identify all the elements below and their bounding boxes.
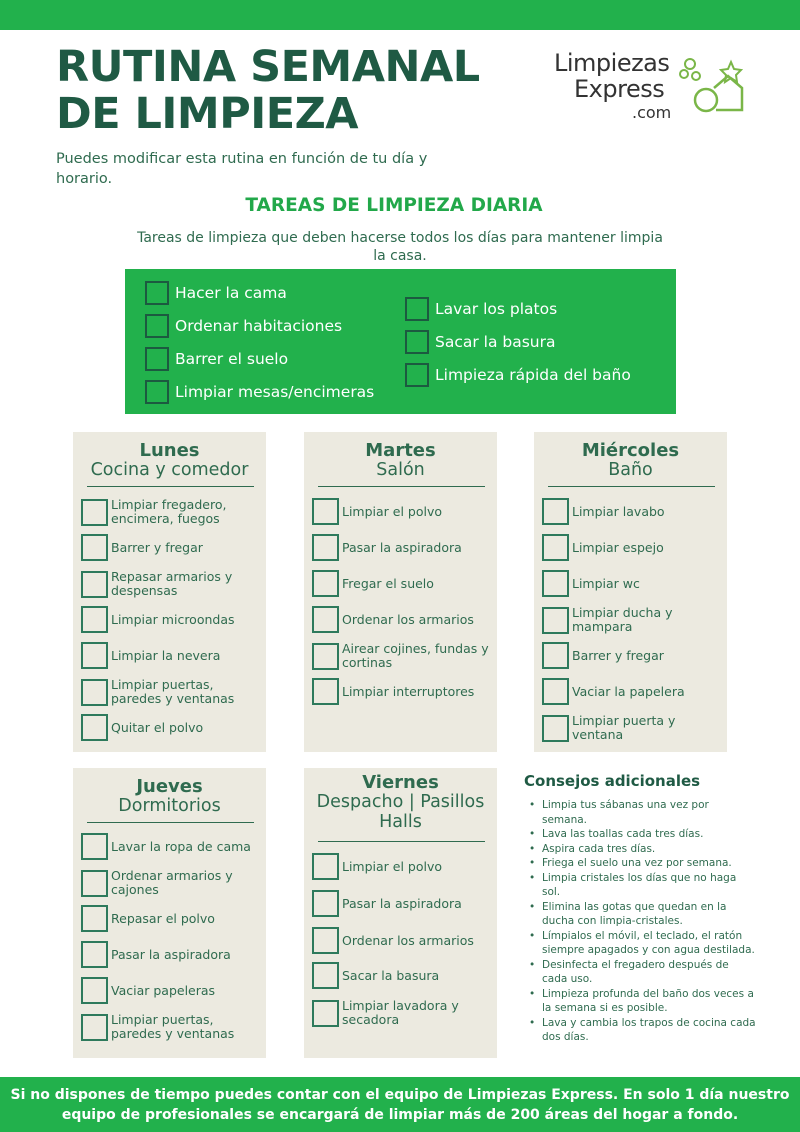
checkbox[interactable]	[81, 870, 108, 897]
task-label: Repasar armarios y despensas	[111, 569, 233, 598]
task-label: Barrer y fregar	[111, 539, 203, 555]
task-item[interactable]	[542, 642, 721, 669]
task-item[interactable]	[81, 977, 260, 1004]
task-label: Ordenar los armarios	[342, 611, 474, 627]
checkbox[interactable]	[81, 714, 108, 741]
daily-task-label: Limpieza rápida del baño	[435, 366, 631, 384]
daily-task[interactable]	[405, 296, 557, 322]
task-label: Limpiar microondas	[111, 611, 235, 627]
tip-item: • Lava las toallas cada tres días.	[542, 827, 757, 842]
tip-item: • Friega el suelo una vez por semana.	[542, 856, 757, 871]
task-label: Repasar el polvo	[111, 910, 215, 926]
checkbox[interactable]	[312, 890, 339, 917]
tip-item: • Limpieza profunda del baño dos veces a la semana si es posible.	[542, 987, 757, 1016]
task-label: Limpiar el polvo	[342, 858, 443, 874]
day-name: Viernes	[362, 772, 439, 793]
checkbox[interactable]	[81, 977, 108, 1004]
task-item[interactable]	[312, 853, 491, 880]
logo-text-line3: .com	[632, 103, 672, 122]
daily-task-label: Hacer la cama	[175, 284, 287, 302]
task-item[interactable]	[81, 1013, 260, 1041]
task-label: Lavar la ropa de cama	[111, 838, 251, 854]
task-item[interactable]	[81, 534, 260, 561]
daily-task-label: Sacar la basura	[435, 333, 556, 351]
daily-task[interactable]	[145, 313, 342, 339]
tips-title: Consejos adicionales	[524, 772, 701, 790]
house-bubbles-icon	[676, 56, 746, 114]
daily-tasks-description: Tareas de limpieza que deben hacerse todos los días para mantener limpia la casa.	[137, 230, 663, 264]
task-label: Limpiar wc	[572, 575, 640, 591]
task-label: Limpiar puertas, paredes y ventanas	[111, 677, 235, 706]
task-item[interactable]	[81, 642, 260, 669]
task-item[interactable]	[312, 570, 491, 597]
task-item[interactable]	[542, 678, 721, 705]
task-item[interactable]	[81, 498, 260, 526]
tip-item: • Desinfecta el fregadero después de cada uso.	[542, 958, 757, 987]
task-item[interactable]	[312, 962, 491, 989]
footer-text: Si no dispones de tiempo puedes contar con el equipo de Limpiezas Express. En solo 1 día nuestro equipo de profesionales se encargará de limpiar más de 200 áreas del hogar a fondo.	[10, 1086, 790, 1123]
task-item[interactable]	[81, 714, 260, 741]
checkbox[interactable]	[81, 642, 108, 669]
task-label: Vaciar papeleras	[111, 982, 216, 998]
divider	[87, 822, 254, 823]
checkbox[interactable]	[405, 363, 429, 387]
checkbox[interactable]	[542, 678, 569, 705]
task-item[interactable]	[542, 606, 721, 634]
checkbox[interactable]	[312, 643, 339, 670]
task-item[interactable]	[81, 833, 260, 860]
daily-task[interactable]	[145, 379, 374, 405]
checkbox[interactable]	[312, 1000, 339, 1027]
task-item[interactable]	[542, 570, 721, 597]
divider	[318, 841, 485, 842]
day-card-lunes	[73, 432, 266, 752]
task-label: Ordenar armarios y cajones	[111, 868, 233, 897]
task-label: Ordenar los armarios	[342, 932, 474, 948]
checkbox[interactable]	[312, 498, 339, 525]
task-label: Sacar la basura	[342, 967, 440, 983]
tip-item: • Aspira cada tres días.	[542, 842, 757, 857]
daily-tasks-box	[125, 269, 676, 414]
daily-task[interactable]	[405, 329, 556, 355]
checkbox[interactable]	[542, 498, 569, 525]
task-item[interactable]	[312, 642, 491, 670]
day-area: Despacho | Pasillos Halls	[316, 792, 485, 832]
task-item[interactable]	[81, 941, 260, 968]
task-item[interactable]	[81, 606, 260, 633]
logo-text-line1: Limpiezas	[554, 49, 670, 77]
task-label: Limpiar la nevera	[111, 647, 221, 663]
checkbox[interactable]	[405, 330, 429, 354]
checkbox[interactable]	[81, 679, 108, 706]
divider	[318, 486, 485, 487]
checkbox[interactable]	[81, 1014, 108, 1041]
daily-task-label: Lavar los platos	[435, 300, 558, 318]
divider	[87, 486, 254, 487]
task-item[interactable]	[542, 534, 721, 561]
task-item[interactable]	[542, 498, 721, 525]
task-label: Limpiar interruptores	[342, 683, 475, 699]
tip-item: • Limpia tus sábanas una vez por semana.	[542, 798, 757, 827]
task-item[interactable]	[312, 534, 491, 561]
checkbox[interactable]	[542, 715, 569, 742]
task-item[interactable]	[81, 905, 260, 932]
subtitle: Puedes modificar esta rutina en función de tu día y horario.	[56, 151, 428, 187]
tip-item: • Limpia cristales los días que no haga sol.	[542, 871, 757, 900]
logo-text-line2: Express	[574, 75, 665, 103]
task-label: Fregar el suelo	[342, 575, 434, 591]
day-area: Baño	[608, 460, 653, 480]
checkbox[interactable]	[312, 606, 339, 633]
task-item[interactable]	[81, 570, 260, 598]
tip-item: • Elimina las gotas que quedan en la ducha con limpia-cristales.	[542, 900, 757, 929]
tips-list	[542, 798, 757, 1045]
checkbox[interactable]	[312, 962, 339, 989]
day-name: Martes	[365, 440, 436, 461]
task-label: Limpiar puertas, paredes y ventanas	[111, 1012, 235, 1041]
task-label: Vaciar la papelera	[572, 683, 685, 699]
page-title	[56, 44, 516, 138]
task-label: Limpiar lavabo	[572, 503, 665, 519]
checkbox[interactable]	[312, 570, 339, 597]
task-label: Pasar la aspiradora	[342, 539, 462, 555]
day-area: Cocina y comedor	[90, 460, 249, 480]
title-line-1: RUTINA SEMANAL	[56, 42, 480, 92]
logo	[548, 50, 748, 128]
task-item[interactable]	[312, 498, 491, 525]
checkbox[interactable]	[145, 380, 169, 404]
checkbox[interactable]	[145, 281, 169, 305]
daily-task-label: Barrer el suelo	[175, 350, 289, 368]
task-item[interactable]	[81, 869, 260, 897]
checkbox[interactable]	[145, 314, 169, 338]
task-label: Limpiar ducha y mampara	[572, 605, 673, 634]
task-item[interactable]	[542, 714, 721, 742]
checkbox[interactable]	[542, 534, 569, 561]
daily-task-label: Limpiar mesas/encimeras	[175, 383, 375, 401]
checkbox[interactable]	[542, 570, 569, 597]
divider	[548, 486, 715, 487]
day-card-miercoles	[534, 432, 727, 752]
daily-tasks-heading: TAREAS DE LIMPIEZA DIARIA	[245, 195, 543, 216]
footer-banner	[0, 1077, 800, 1132]
task-label: Pasar la aspiradora	[342, 895, 462, 911]
checkbox[interactable]	[81, 571, 108, 598]
day-card-martes	[304, 432, 497, 752]
checkbox[interactable]	[81, 905, 108, 932]
task-label: Limpiar fregadero, encimera, fuegos	[111, 497, 227, 526]
checkbox[interactable]	[81, 833, 108, 860]
day-card-viernes	[304, 768, 497, 1058]
task-item[interactable]	[312, 999, 491, 1027]
day-name: Miércoles	[581, 440, 680, 461]
checkbox[interactable]	[81, 534, 108, 561]
checkbox[interactable]	[405, 297, 429, 321]
task-label: Limpiar espejo	[572, 539, 664, 555]
daily-task-label: Ordenar habitaciones	[175, 317, 343, 335]
task-label: Quitar el polvo	[111, 719, 204, 735]
checkbox[interactable]	[542, 607, 569, 634]
top-bar	[0, 0, 800, 30]
tip-item: • Límpialos el móvil, el teclado, el ratón siempre apagados y con agua destilada.	[542, 929, 757, 958]
title-line-2: DE LIMPIEZA	[56, 89, 359, 139]
task-item[interactable]	[81, 678, 260, 706]
checkbox[interactable]	[312, 853, 339, 880]
checkbox[interactable]	[312, 927, 339, 954]
checkbox[interactable]	[312, 534, 339, 561]
task-item[interactable]	[312, 678, 491, 705]
task-item[interactable]	[312, 606, 491, 633]
task-label: Limpiar lavadora y secadora	[342, 998, 459, 1027]
day-name: Jueves	[136, 776, 203, 797]
daily-task[interactable]	[145, 280, 287, 306]
task-item[interactable]	[312, 890, 491, 917]
task-label: Pasar la aspiradora	[111, 946, 231, 962]
task-label: Airear cojines, fundas y cortinas	[342, 641, 489, 670]
day-area: Salón	[376, 460, 425, 480]
task-label: Limpiar puerta y ventana	[572, 713, 676, 742]
checkbox[interactable]	[81, 499, 108, 526]
checkbox[interactable]	[145, 347, 169, 371]
checkbox[interactable]	[81, 606, 108, 633]
day-name: Lunes	[139, 440, 200, 461]
daily-task[interactable]	[145, 346, 288, 372]
task-label: Barrer y fregar	[572, 647, 664, 663]
daily-task[interactable]	[405, 362, 631, 388]
day-card-jueves	[73, 768, 266, 1058]
task-label: Limpiar el polvo	[342, 503, 443, 519]
tip-item: • Lava y cambia los trapos de cocina cada dos días.	[542, 1016, 757, 1045]
checkbox[interactable]	[81, 941, 108, 968]
checkbox[interactable]	[542, 642, 569, 669]
task-item[interactable]	[312, 927, 491, 954]
day-area: Dormitorios	[118, 796, 221, 816]
checkbox[interactable]	[312, 678, 339, 705]
